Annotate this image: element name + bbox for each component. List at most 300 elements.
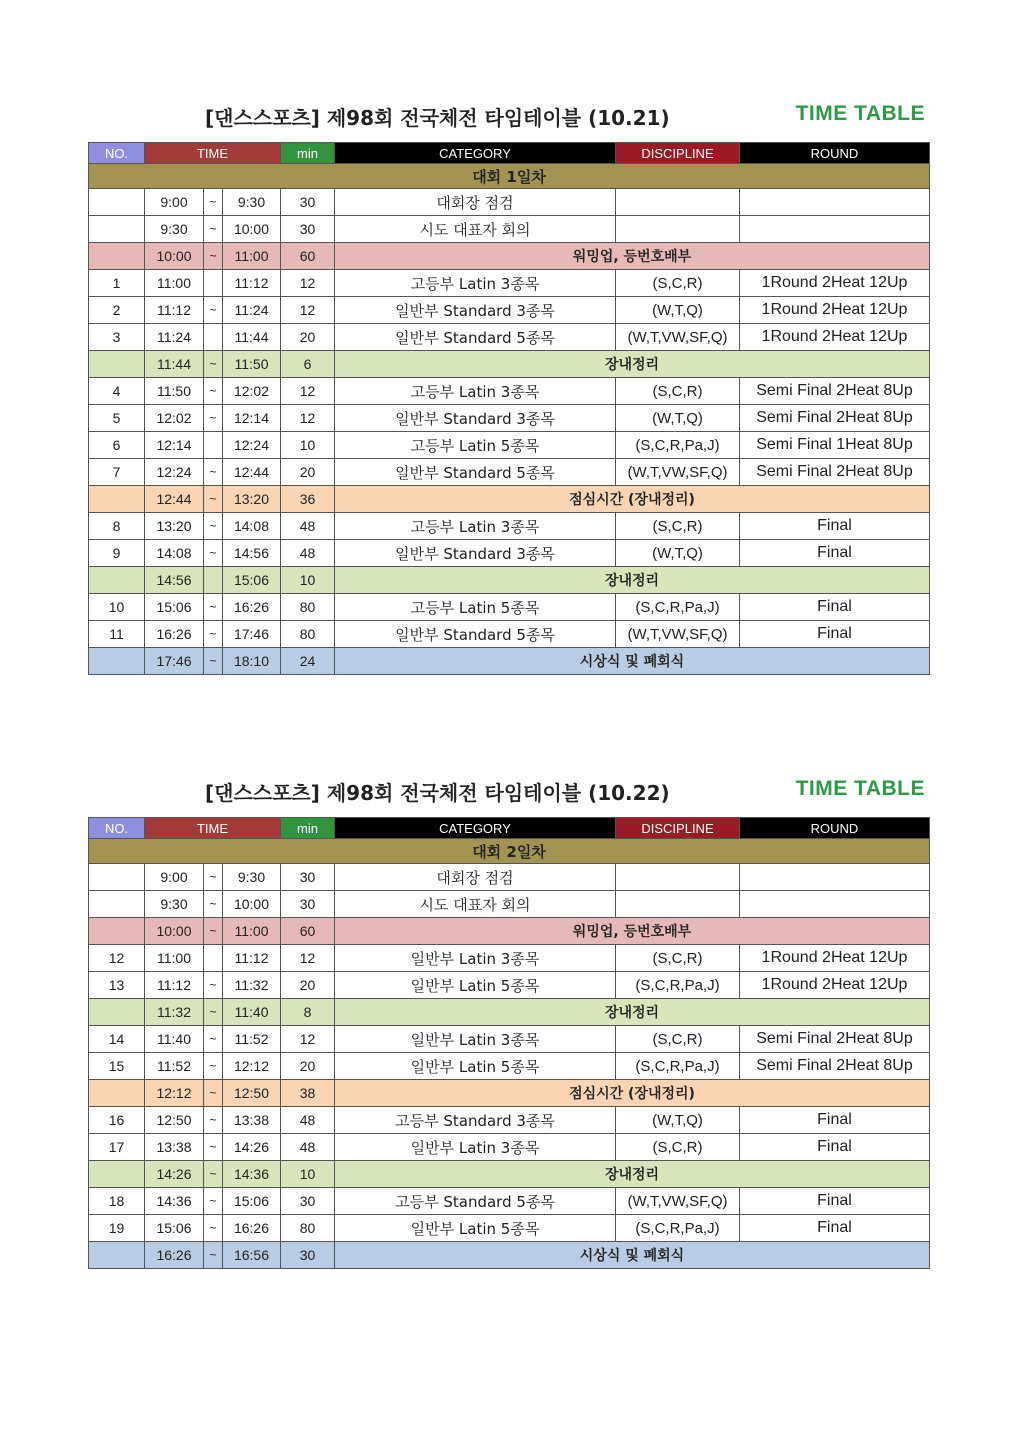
duration-min: 48 bbox=[281, 1107, 335, 1134]
start-time: 10:00 bbox=[145, 243, 204, 270]
time-separator: ~ bbox=[204, 243, 223, 270]
row-number bbox=[89, 216, 145, 243]
category-cell: 일반부 Latin 3종목 bbox=[335, 1026, 616, 1053]
category-cell: 시도 대표자 회의 bbox=[335, 891, 616, 918]
time-separator: ~ bbox=[204, 297, 223, 324]
duration-min: 30 bbox=[281, 216, 335, 243]
time-separator: ~ bbox=[204, 1242, 223, 1269]
start-time: 15:06 bbox=[145, 594, 204, 621]
row-number: 11 bbox=[89, 621, 145, 648]
end-time: 16:26 bbox=[223, 1215, 281, 1242]
end-time: 9:30 bbox=[223, 864, 281, 891]
event-row bbox=[89, 1053, 930, 1080]
time-separator: ~ bbox=[204, 864, 223, 891]
row-number bbox=[89, 243, 145, 270]
start-time: 17:46 bbox=[145, 648, 204, 675]
discipline-cell: (W,T,VW,SF,Q) bbox=[616, 324, 740, 351]
duration-min: 80 bbox=[281, 1215, 335, 1242]
start-time: 12:24 bbox=[145, 459, 204, 486]
event-row bbox=[89, 513, 930, 540]
time-separator: ~ bbox=[204, 378, 223, 405]
time-separator: ~ bbox=[204, 621, 223, 648]
row-number: 10 bbox=[89, 594, 145, 621]
duration-min: 24 bbox=[281, 648, 335, 675]
start-time: 14:56 bbox=[145, 567, 204, 594]
start-time: 16:26 bbox=[145, 1242, 204, 1269]
time-separator: ~ bbox=[204, 648, 223, 675]
start-time: 10:00 bbox=[145, 918, 204, 945]
row-number bbox=[89, 486, 145, 513]
time-table-badge: TIME TABLE bbox=[795, 102, 925, 125]
clean-row bbox=[89, 567, 930, 594]
row-number bbox=[89, 918, 145, 945]
round-cell: Final bbox=[740, 513, 930, 540]
row-number: 9 bbox=[89, 540, 145, 567]
duration-min: 30 bbox=[281, 1188, 335, 1215]
row-number bbox=[89, 189, 145, 216]
row-number: 17 bbox=[89, 1134, 145, 1161]
start-time: 11:32 bbox=[145, 999, 204, 1026]
time-table-badge: TIME TABLE bbox=[795, 777, 925, 800]
round-cell bbox=[740, 891, 930, 918]
title-row bbox=[88, 102, 929, 142]
round-cell: Final bbox=[740, 1134, 930, 1161]
category-cell: 일반부 Standard 3종목 bbox=[335, 405, 616, 432]
end-time: 9:30 bbox=[223, 189, 281, 216]
row-number: 1 bbox=[89, 270, 145, 297]
clean-row bbox=[89, 999, 930, 1026]
activity-label: 장내정리 bbox=[335, 351, 930, 378]
start-time: 11:12 bbox=[145, 297, 204, 324]
header-time: TIME bbox=[145, 143, 281, 164]
end-time: 11:12 bbox=[223, 270, 281, 297]
row-number: 19 bbox=[89, 1215, 145, 1242]
clean-row bbox=[89, 1161, 930, 1188]
schedule-day-2 bbox=[88, 777, 929, 1269]
category-cell: 고등부 Latin 3종목 bbox=[335, 270, 616, 297]
end-time: 16:26 bbox=[223, 594, 281, 621]
time-separator bbox=[204, 324, 223, 351]
event-row bbox=[89, 594, 930, 621]
event-row bbox=[89, 1134, 930, 1161]
time-separator: ~ bbox=[204, 1161, 223, 1188]
end-time: 13:38 bbox=[223, 1107, 281, 1134]
start-time: 12:50 bbox=[145, 1107, 204, 1134]
end-time: 11:00 bbox=[223, 243, 281, 270]
header-row bbox=[89, 818, 930, 839]
category-cell: 고등부 Latin 3종목 bbox=[335, 378, 616, 405]
category-cell: 일반부 Latin 3종목 bbox=[335, 945, 616, 972]
discipline-cell: (S,C,R,Pa,J) bbox=[616, 1053, 740, 1080]
discipline-cell bbox=[616, 864, 740, 891]
start-time: 11:12 bbox=[145, 972, 204, 999]
duration-min: 8 bbox=[281, 999, 335, 1026]
end-time: 14:36 bbox=[223, 1161, 281, 1188]
award-row bbox=[89, 1242, 930, 1269]
row-number: 16 bbox=[89, 1107, 145, 1134]
round-cell: Semi Final 2Heat 8Up bbox=[740, 405, 930, 432]
duration-min: 48 bbox=[281, 540, 335, 567]
end-time: 12:12 bbox=[223, 1053, 281, 1080]
round-cell: Final bbox=[740, 1215, 930, 1242]
discipline-cell: (S,C,R) bbox=[616, 513, 740, 540]
start-time: 14:36 bbox=[145, 1188, 204, 1215]
category-cell: 대회장 점검 bbox=[335, 189, 616, 216]
duration-min: 48 bbox=[281, 1134, 335, 1161]
start-time: 14:08 bbox=[145, 540, 204, 567]
start-time: 15:06 bbox=[145, 1215, 204, 1242]
header-no: NO. bbox=[89, 818, 145, 839]
end-time: 11:44 bbox=[223, 324, 281, 351]
event-row bbox=[89, 540, 930, 567]
row-number: 18 bbox=[89, 1188, 145, 1215]
end-time: 14:56 bbox=[223, 540, 281, 567]
end-time: 16:56 bbox=[223, 1242, 281, 1269]
activity-label: 워밍업, 등번호배부 bbox=[335, 243, 930, 270]
activity-label: 점심시간 (장내정리) bbox=[335, 1080, 930, 1107]
duration-min: 20 bbox=[281, 324, 335, 351]
duration-min: 38 bbox=[281, 1080, 335, 1107]
warm-row bbox=[89, 243, 930, 270]
start-time: 11:00 bbox=[145, 945, 204, 972]
row-number bbox=[89, 864, 145, 891]
end-time: 10:00 bbox=[223, 891, 281, 918]
event-row bbox=[89, 324, 930, 351]
day-label-row bbox=[89, 164, 930, 189]
row-number bbox=[89, 1080, 145, 1107]
end-time: 17:46 bbox=[223, 621, 281, 648]
row-number bbox=[89, 648, 145, 675]
discipline-cell: (W,T,Q) bbox=[616, 540, 740, 567]
round-cell: Final bbox=[740, 1107, 930, 1134]
start-time: 12:02 bbox=[145, 405, 204, 432]
row-number: 6 bbox=[89, 432, 145, 459]
start-time: 12:14 bbox=[145, 432, 204, 459]
header-discipline: DISCIPLINE bbox=[616, 818, 740, 839]
lunch-row bbox=[89, 1080, 930, 1107]
time-separator: ~ bbox=[204, 459, 223, 486]
plain-row bbox=[89, 864, 930, 891]
discipline-cell: (W,T,Q) bbox=[616, 1107, 740, 1134]
duration-min: 30 bbox=[281, 891, 335, 918]
time-separator: ~ bbox=[204, 486, 223, 513]
category-cell: 일반부 Standard 3종목 bbox=[335, 540, 616, 567]
header-row bbox=[89, 143, 930, 164]
category-cell: 고등부 Standard 3종목 bbox=[335, 1107, 616, 1134]
timetable bbox=[88, 817, 930, 1269]
duration-min: 10 bbox=[281, 432, 335, 459]
activity-label: 시상식 및 폐회식 bbox=[335, 1242, 930, 1269]
header-min: min bbox=[281, 143, 335, 164]
start-time: 9:30 bbox=[145, 891, 204, 918]
round-cell: Semi Final 1Heat 8Up bbox=[740, 432, 930, 459]
duration-min: 12 bbox=[281, 270, 335, 297]
event-row bbox=[89, 945, 930, 972]
plain-row bbox=[89, 189, 930, 216]
category-cell: 일반부 Standard 5종목 bbox=[335, 324, 616, 351]
activity-label: 점심시간 (장내정리) bbox=[335, 486, 930, 513]
row-number: 15 bbox=[89, 1053, 145, 1080]
event-row bbox=[89, 1026, 930, 1053]
discipline-cell: (S,C,R) bbox=[616, 1026, 740, 1053]
event-row bbox=[89, 297, 930, 324]
event-row bbox=[89, 972, 930, 999]
event-row bbox=[89, 1107, 930, 1134]
start-time: 9:30 bbox=[145, 216, 204, 243]
start-time: 9:00 bbox=[145, 189, 204, 216]
round-cell bbox=[740, 216, 930, 243]
event-row bbox=[89, 1188, 930, 1215]
duration-min: 10 bbox=[281, 567, 335, 594]
row-number bbox=[89, 891, 145, 918]
event-row bbox=[89, 459, 930, 486]
start-time: 11:52 bbox=[145, 1053, 204, 1080]
duration-min: 30 bbox=[281, 1242, 335, 1269]
time-separator bbox=[204, 567, 223, 594]
discipline-cell: (S,C,R,Pa,J) bbox=[616, 1215, 740, 1242]
category-cell: 일반부 Standard 3종목 bbox=[335, 297, 616, 324]
schedule-day-1 bbox=[88, 102, 929, 675]
activity-label: 워밍업, 등번호배부 bbox=[335, 918, 930, 945]
end-time: 12:02 bbox=[223, 378, 281, 405]
header-category: CATEGORY bbox=[335, 818, 616, 839]
time-separator: ~ bbox=[204, 1107, 223, 1134]
end-time: 11:32 bbox=[223, 972, 281, 999]
end-time: 18:10 bbox=[223, 648, 281, 675]
row-number bbox=[89, 1161, 145, 1188]
header-min: min bbox=[281, 818, 335, 839]
time-separator: ~ bbox=[204, 1053, 223, 1080]
discipline-cell: (W,T,VW,SF,Q) bbox=[616, 1188, 740, 1215]
category-cell: 고등부 Standard 5종목 bbox=[335, 1188, 616, 1215]
start-time: 16:26 bbox=[145, 621, 204, 648]
end-time: 12:44 bbox=[223, 459, 281, 486]
start-time: 13:20 bbox=[145, 513, 204, 540]
time-separator: ~ bbox=[204, 540, 223, 567]
row-number bbox=[89, 1242, 145, 1269]
discipline-cell: (S,C,R,Pa,J) bbox=[616, 972, 740, 999]
duration-min: 12 bbox=[281, 945, 335, 972]
time-separator bbox=[204, 945, 223, 972]
row-number bbox=[89, 567, 145, 594]
category-cell: 일반부 Latin 3종목 bbox=[335, 1134, 616, 1161]
schedule-title: [댄스스포츠] 제98회 전국체전 타임테이블 (10.22) bbox=[205, 781, 670, 805]
event-row bbox=[89, 378, 930, 405]
day-label-row bbox=[89, 839, 930, 864]
duration-min: 60 bbox=[281, 918, 335, 945]
timetable bbox=[88, 142, 930, 675]
end-time: 11:24 bbox=[223, 297, 281, 324]
discipline-cell: (S,C,R) bbox=[616, 1134, 740, 1161]
event-row bbox=[89, 1215, 930, 1242]
header-category: CATEGORY bbox=[335, 143, 616, 164]
row-number: 5 bbox=[89, 405, 145, 432]
category-cell: 일반부 Standard 5종목 bbox=[335, 621, 616, 648]
discipline-cell bbox=[616, 189, 740, 216]
time-separator: ~ bbox=[204, 1134, 223, 1161]
category-cell: 고등부 Latin 3종목 bbox=[335, 513, 616, 540]
duration-min: 30 bbox=[281, 189, 335, 216]
time-separator: ~ bbox=[204, 1080, 223, 1107]
start-time: 11:00 bbox=[145, 270, 204, 297]
time-separator: ~ bbox=[204, 1026, 223, 1053]
end-time: 13:20 bbox=[223, 486, 281, 513]
time-separator: ~ bbox=[204, 999, 223, 1026]
start-time: 12:44 bbox=[145, 486, 204, 513]
end-time: 11:40 bbox=[223, 999, 281, 1026]
activity-label: 시상식 및 폐회식 bbox=[335, 648, 930, 675]
round-cell: 1Round 2Heat 12Up bbox=[740, 972, 930, 999]
start-time: 14:26 bbox=[145, 1161, 204, 1188]
discipline-cell: (W,T,VW,SF,Q) bbox=[616, 459, 740, 486]
time-separator: ~ bbox=[204, 189, 223, 216]
duration-min: 20 bbox=[281, 1053, 335, 1080]
round-cell: 1Round 2Heat 12Up bbox=[740, 270, 930, 297]
time-separator: ~ bbox=[204, 1215, 223, 1242]
end-time: 11:50 bbox=[223, 351, 281, 378]
discipline-cell: (S,C,R) bbox=[616, 378, 740, 405]
category-cell: 일반부 Latin 5종목 bbox=[335, 1215, 616, 1242]
time-separator: ~ bbox=[204, 918, 223, 945]
row-number: 13 bbox=[89, 972, 145, 999]
duration-min: 20 bbox=[281, 972, 335, 999]
round-cell: Semi Final 2Heat 8Up bbox=[740, 459, 930, 486]
category-cell: 고등부 Latin 5종목 bbox=[335, 594, 616, 621]
time-separator: ~ bbox=[204, 216, 223, 243]
duration-min: 6 bbox=[281, 351, 335, 378]
row-number: 2 bbox=[89, 297, 145, 324]
category-cell: 일반부 Standard 5종목 bbox=[335, 459, 616, 486]
discipline-cell: (W,T,Q) bbox=[616, 297, 740, 324]
start-time: 11:50 bbox=[145, 378, 204, 405]
day-label: 대회 2일차 bbox=[89, 839, 930, 864]
discipline-cell: (W,T,VW,SF,Q) bbox=[616, 621, 740, 648]
category-cell: 대회장 점검 bbox=[335, 864, 616, 891]
time-separator: ~ bbox=[204, 1188, 223, 1215]
event-row bbox=[89, 621, 930, 648]
round-cell: Semi Final 2Heat 8Up bbox=[740, 1053, 930, 1080]
schedule-title: [댄스스포츠] 제98회 전국체전 타임테이블 (10.21) bbox=[205, 106, 670, 130]
round-cell: Semi Final 2Heat 8Up bbox=[740, 1026, 930, 1053]
discipline-cell: (W,T,Q) bbox=[616, 405, 740, 432]
round-cell: Semi Final 2Heat 8Up bbox=[740, 378, 930, 405]
round-cell: 1Round 2Heat 12Up bbox=[740, 297, 930, 324]
time-separator: ~ bbox=[204, 513, 223, 540]
row-number: 8 bbox=[89, 513, 145, 540]
lunch-row bbox=[89, 486, 930, 513]
start-time: 11:24 bbox=[145, 324, 204, 351]
duration-min: 80 bbox=[281, 621, 335, 648]
header-discipline: DISCIPLINE bbox=[616, 143, 740, 164]
end-time: 11:00 bbox=[223, 918, 281, 945]
end-time: 12:50 bbox=[223, 1080, 281, 1107]
event-row bbox=[89, 270, 930, 297]
time-separator: ~ bbox=[204, 891, 223, 918]
activity-label: 장내정리 bbox=[335, 1161, 930, 1188]
duration-min: 12 bbox=[281, 297, 335, 324]
duration-min: 36 bbox=[281, 486, 335, 513]
start-time: 12:12 bbox=[145, 1080, 204, 1107]
end-time: 12:14 bbox=[223, 405, 281, 432]
duration-min: 48 bbox=[281, 513, 335, 540]
time-separator bbox=[204, 432, 223, 459]
header-no: NO. bbox=[89, 143, 145, 164]
row-number: 12 bbox=[89, 945, 145, 972]
duration-min: 60 bbox=[281, 243, 335, 270]
duration-min: 10 bbox=[281, 1161, 335, 1188]
round-cell bbox=[740, 189, 930, 216]
end-time: 14:26 bbox=[223, 1134, 281, 1161]
discipline-cell bbox=[616, 891, 740, 918]
duration-min: 80 bbox=[281, 594, 335, 621]
activity-label: 장내정리 bbox=[335, 567, 930, 594]
duration-min: 12 bbox=[281, 405, 335, 432]
row-number: 14 bbox=[89, 1026, 145, 1053]
row-number bbox=[89, 351, 145, 378]
row-number: 3 bbox=[89, 324, 145, 351]
discipline-cell: (S,C,R,Pa,J) bbox=[616, 432, 740, 459]
duration-min: 12 bbox=[281, 1026, 335, 1053]
day-label: 대회 1일차 bbox=[89, 164, 930, 189]
header-round: ROUND bbox=[740, 143, 930, 164]
time-separator bbox=[204, 270, 223, 297]
time-separator: ~ bbox=[204, 972, 223, 999]
event-row bbox=[89, 405, 930, 432]
title-row bbox=[88, 777, 929, 817]
end-time: 14:08 bbox=[223, 513, 281, 540]
category-cell: 시도 대표자 회의 bbox=[335, 216, 616, 243]
time-separator: ~ bbox=[204, 351, 223, 378]
discipline-cell bbox=[616, 216, 740, 243]
end-time: 12:24 bbox=[223, 432, 281, 459]
round-cell: Final bbox=[740, 621, 930, 648]
start-time: 11:44 bbox=[145, 351, 204, 378]
header-time: TIME bbox=[145, 818, 281, 839]
round-cell bbox=[740, 864, 930, 891]
plain-row bbox=[89, 891, 930, 918]
round-cell: Final bbox=[740, 540, 930, 567]
end-time: 15:06 bbox=[223, 1188, 281, 1215]
time-separator: ~ bbox=[204, 405, 223, 432]
duration-min: 20 bbox=[281, 459, 335, 486]
round-cell: Final bbox=[740, 594, 930, 621]
round-cell: 1Round 2Heat 12Up bbox=[740, 945, 930, 972]
round-cell: Final bbox=[740, 1188, 930, 1215]
end-time: 11:52 bbox=[223, 1026, 281, 1053]
activity-label: 장내정리 bbox=[335, 999, 930, 1026]
event-row bbox=[89, 432, 930, 459]
warm-row bbox=[89, 918, 930, 945]
start-time: 13:38 bbox=[145, 1134, 204, 1161]
end-time: 11:12 bbox=[223, 945, 281, 972]
category-cell: 일반부 Latin 5종목 bbox=[335, 972, 616, 999]
duration-min: 12 bbox=[281, 378, 335, 405]
row-number: 7 bbox=[89, 459, 145, 486]
end-time: 15:06 bbox=[223, 567, 281, 594]
category-cell: 고등부 Latin 5종목 bbox=[335, 432, 616, 459]
discipline-cell: (S,C,R) bbox=[616, 945, 740, 972]
plain-row bbox=[89, 216, 930, 243]
clean-row bbox=[89, 351, 930, 378]
discipline-cell: (S,C,R) bbox=[616, 270, 740, 297]
category-cell: 일반부 Latin 5종목 bbox=[335, 1053, 616, 1080]
round-cell: 1Round 2Heat 12Up bbox=[740, 324, 930, 351]
discipline-cell: (S,C,R,Pa,J) bbox=[616, 594, 740, 621]
time-separator: ~ bbox=[204, 594, 223, 621]
award-row bbox=[89, 648, 930, 675]
end-time: 10:00 bbox=[223, 216, 281, 243]
start-time: 9:00 bbox=[145, 864, 204, 891]
